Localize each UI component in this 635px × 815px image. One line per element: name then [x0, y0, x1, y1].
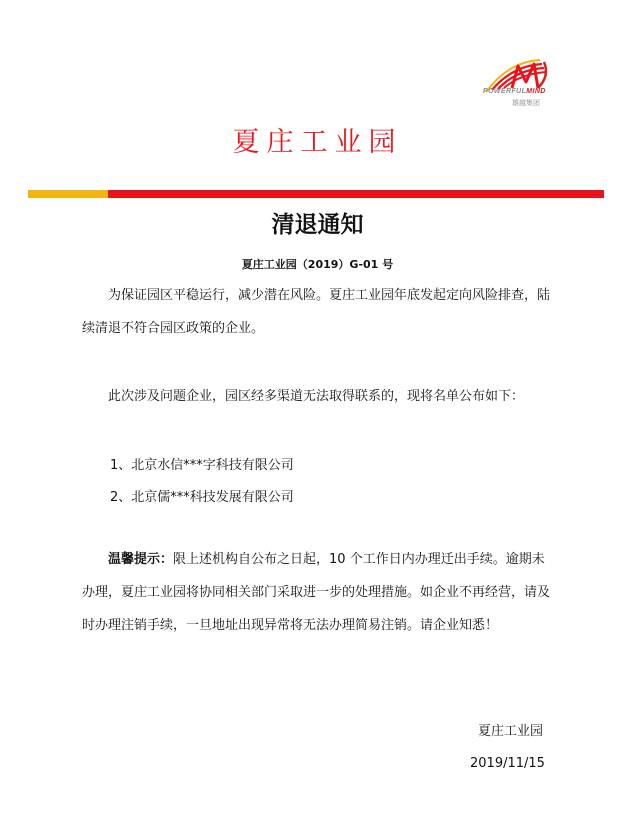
logo-chinese-text: 雄越集团 — [512, 99, 540, 107]
company-list-item: 2、北京儒***科技发展有限公司 — [110, 490, 294, 505]
paragraph-reminder — [82, 543, 555, 642]
park-title: 夏庄工业园 — [232, 127, 403, 158]
signature-name: 夏庄工业园 — [478, 724, 544, 739]
paragraph-announcement: 此次涉及问题企业，园区经多渠道无法取得联系的，现将名单公布如下： — [108, 389, 525, 404]
header-divider-red — [108, 190, 604, 198]
document-number: 夏庄工业园（2019）G-01 号 — [241, 258, 394, 271]
notice-title: 清退通知 — [271, 212, 364, 238]
company-list-item: 1、北京水信***字科技有限公司 — [110, 458, 294, 473]
reminder-label: 温馨提示： — [108, 552, 174, 567]
paragraph-intro: 为保证园区平稳运行，减少潜在风险。夏庄工业园年底发起定向风险排查，陆续清退不符合园区政策的企业。 — [82, 288, 551, 336]
signature-date: 2019/11/15 — [470, 756, 545, 771]
logo-english-text — [483, 88, 546, 95]
header-divider-yellow — [28, 190, 108, 198]
logo-english-accent: MIND — [526, 88, 546, 95]
logo-english-main: POWERFUL — [483, 88, 527, 95]
reminder-text: 限上述机构自公布之日起，10 个工作日内办理迁出手续。逾期未办理，夏庄工业园将协同相关部门采取进一步的处理措施。如企业不再经营，请及时办理注销手续，一旦地址出现异常将无法办理简易注销。请企业知悉！ — [82, 552, 551, 633]
